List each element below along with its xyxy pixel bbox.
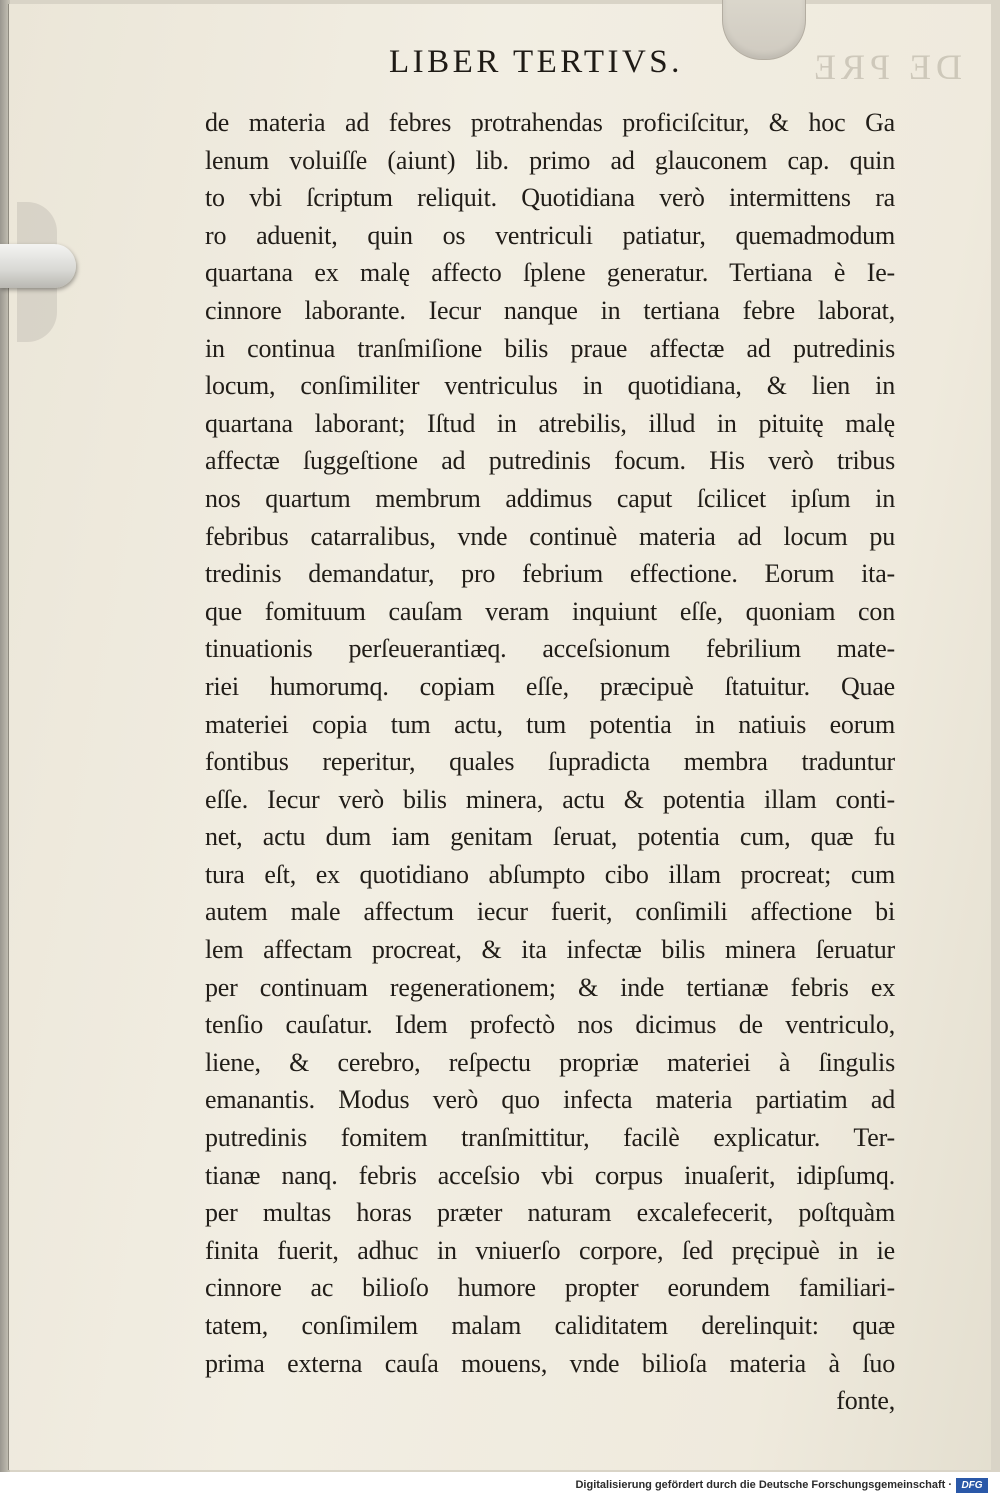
text-line: eſſe. Iecur verò bilis minera, actu & potentia illam conti-	[205, 784, 895, 814]
text-line: lem affectam procreat, & ita infectæ bilis minera ſeruatur	[205, 935, 895, 965]
text-line: per multas horas præter naturam excalefecerit, poſtquàm	[205, 1198, 895, 1228]
text-line: tatem, conſimilem malam caliditatem derelinquit: quæ	[205, 1311, 895, 1340]
text-line: finita fuerit, adhuc in vniuerſo corpore, ſed pręcipuè in ie	[205, 1235, 895, 1265]
text-line: per continuam regenerationem; & inde tertianæ febris ex	[205, 972, 895, 1002]
text-line: prima externa cauſa mouens, vnde bilioſa materia à ſuo	[205, 1348, 895, 1378]
text-line: quartana laborant; Iſtud in atrebilis, illud in pituitę malę	[205, 408, 895, 438]
text-line: locum, conſimiliter ventriculus in quotidiana, & lien in	[205, 371, 895, 401]
text-line: tenſio cauſatur. Idem profectò nos dicimus de ventriculo,	[205, 1010, 895, 1040]
text-line: quartana ex malę affecto ſplene generatur. Tertiana è Ie-	[205, 258, 895, 288]
catchword: fonte,	[836, 1386, 895, 1416]
digitization-footer	[0, 1472, 1000, 1500]
text-line: emanantis. Modus verò quo infecta materia partiatim ad	[205, 1085, 895, 1115]
body-text	[205, 104, 895, 1420]
text-line: cinnore laborante. Iecur nanque in tertiana febre laborat,	[205, 295, 895, 325]
text-line: in continua tranſmiſione bilis praue affectæ ad putredinis	[205, 333, 895, 363]
text-line: tianæ nanq. febris acceſsio vbi corpus inuaſerit, idipſumq.	[205, 1160, 895, 1190]
digitization-credit: Digitalisierung gefördert durch die Deutsche Forschungsgemeinschaft ·	[575, 1479, 952, 1491]
text-line: fontibus reperitur, quales ſupradicta membra traduntur	[205, 747, 895, 777]
bleed-through-heading: DE PRE	[809, 47, 963, 87]
text-line: riei humorumq. copiam eſſe, præcipuè ſtatuitur. Quae	[205, 671, 895, 701]
text-line: febribus catarralibus, vnde continuè materia ad locum pu	[205, 521, 895, 551]
text-line: affectæ ſuggeſtione ad putredinis focum. His verò tribus	[205, 446, 895, 476]
text-line: autem male affectum iecur fuerit, conſimili affectione bi	[205, 897, 895, 927]
text-line: putredinis fomitem tranſmittitur, facilè explicatur. Ter-	[205, 1123, 895, 1153]
text-line: nos quartum membrum addimus caput ſcilicet ipſum in	[205, 483, 895, 513]
text-line: net, actu dum iam genitam ſeruat, potentia cum, quæ fu	[205, 822, 895, 852]
text-line: liene, & cerebro, reſpectu propriæ materiei à ſingulis	[205, 1047, 895, 1077]
book-page	[8, 4, 991, 1470]
text-line: que fomituum cauſam veram inquiunt eſſe, quoniam con	[205, 596, 895, 626]
text-line: ro aduenit, quin os ventriculi patiatur, quemadmodum	[205, 220, 895, 250]
text-line: tredinis demandatur, pro febrium effectione. Eorum ita-	[205, 559, 895, 589]
running-head: LIBER TERTIVS.	[389, 44, 683, 80]
text-line: materiei copia tum actu, tum potentia in natiuis eorum	[205, 709, 895, 739]
dfg-logo: DFG	[956, 1478, 988, 1493]
text-line: de materia ad febres protrahendas proficiſcitur, & hoc Ga	[205, 108, 895, 137]
text-line: tura eſt, ex quotidiano abſumpto cibo illam procreat; cum	[205, 859, 895, 889]
text-line: to vbi ſcriptum reliquit. Quotidiana verò intermittens ra	[205, 183, 895, 213]
text-line: lenum voluiſſe (aiunt) lib. primo ad glauconem cap. quin	[205, 145, 895, 175]
text-line: cinnore ac bilioſo humore propter eorundem familiari-	[205, 1273, 895, 1303]
text-line: tinuationis perſeuerantiæq. acceſsionum febrilium mate-	[205, 634, 895, 664]
thumb-tab-marker	[0, 244, 76, 288]
